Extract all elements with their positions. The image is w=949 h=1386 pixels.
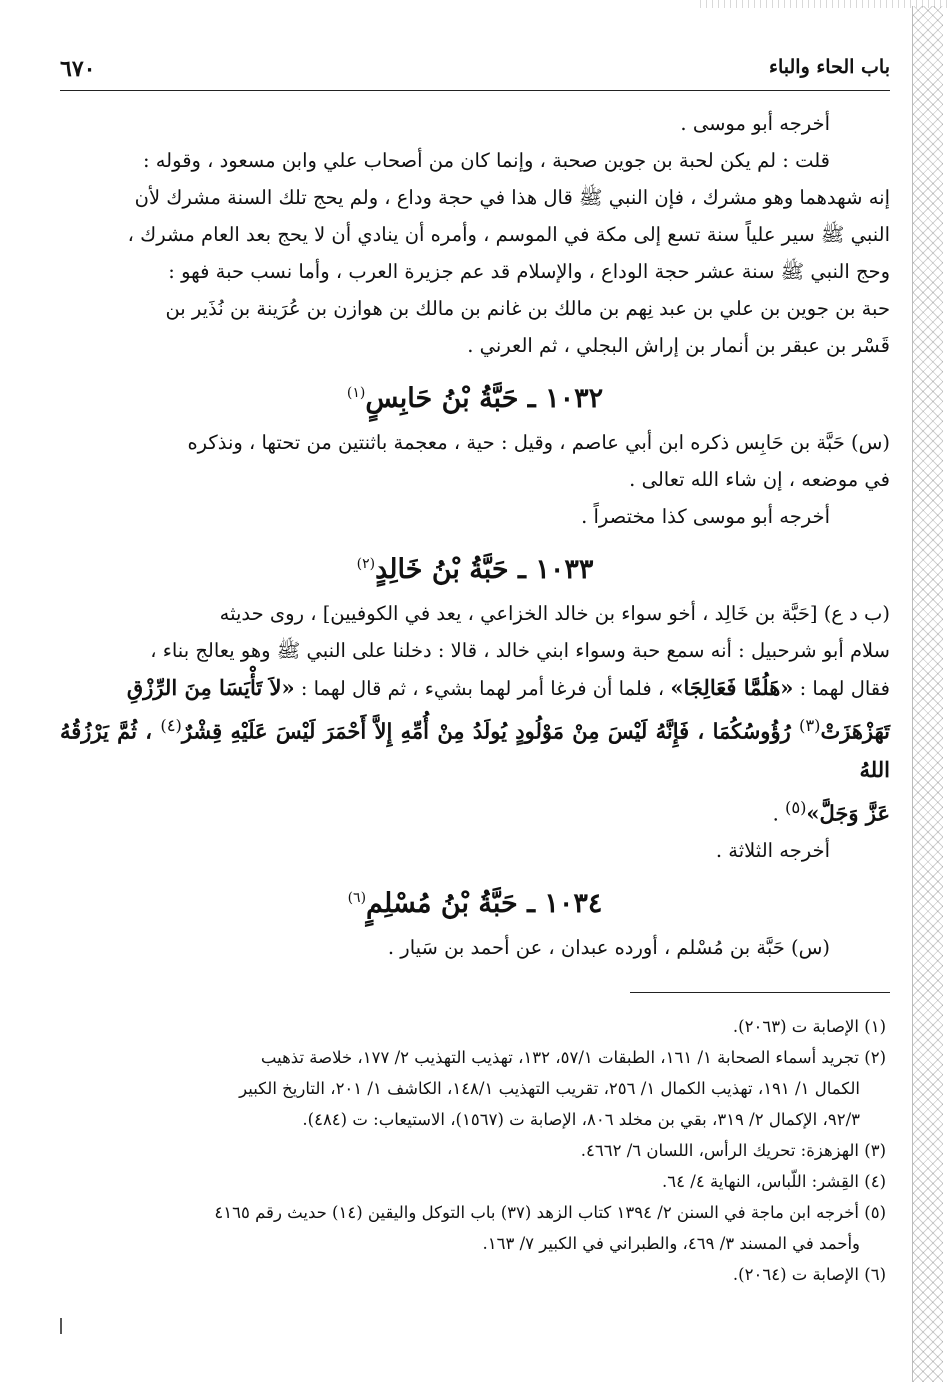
- book-page: [60, 50, 890, 1370]
- entry-line: أخرجه الثلاثة .: [715, 839, 830, 862]
- intro-line: النبي ﷺ سير علياً سنة تسع إلى مكة في الموسم ، وأمره أن ينادي أن لا يحج بعد العام مشرك ،: [127, 223, 890, 246]
- footnote-ref: (٢): [356, 556, 376, 572]
- page-corner-mark: [60, 1318, 62, 1334]
- section-title: باب الحاء والباء: [769, 56, 890, 78]
- intro-line: وحج النبي ﷺ سنة عشر حجة الوداع ، والإسلام قد عم جزيرة العرب ، وأما نسب حبة فهو :: [168, 260, 890, 283]
- intro-line: أخرجه أبو موسى .: [680, 112, 830, 135]
- text-run: ، فلما أن فرغا أمر لهما بشيء ، ثم قال لهما :: [294, 677, 671, 700]
- entry-title: ١٠٣٣ ـ حَبَّةُ بْنُ خَالِدٍ: [375, 554, 594, 585]
- hadith-quote: «لاَ تَأْيَسَا مِنَ الرِّزْقِ: [126, 675, 295, 700]
- text-run: فقال لهما :: [793, 677, 890, 700]
- entry-line: سلام أبو شرحبيل : أنه سمع حبة وسواء ابني خالد ، قالا : دخلنا على النبي ﷺ وهو يعالج بناء ،: [150, 639, 890, 662]
- entry-line: [60, 707, 890, 789]
- footnote-ref: (١): [346, 385, 366, 401]
- entry-line: (ب د ع) [حَبَّة بن خَالِد ، أخو سواء بن خالد الخزاعي ، يعد في الكوفيين] ، روى حديثه: [219, 602, 890, 625]
- hadith-quote: رُؤُوسُكُمَا ، فَإِنَّهُ لَيْسَ مِنْ مَوْلُودٍ يُولَدُ مِنْ أُمِّهِ إِلاَّ أَحْمَرَ لَيْسَ عَلَيْهِ قِشْرٌ: [181, 718, 800, 744]
- entry-line: (س) حَبَّة بن مُسْلم ، أورده عبدان ، عن أحمد بن سَيار .: [387, 936, 830, 959]
- intro-line: قلت : لم يكن لحبة بن جوين صحبة ، وإنما كان من أصحاب علي وابن مسعود ، وقوله :: [142, 149, 830, 172]
- entry-title: ١٠٣٢ ـ حَبَّةُ بْنُ حَابِسٍ: [365, 383, 604, 414]
- entry-line: (س) حَبَّة بن حَابِس ذكره ابن أبي عاصم ، وقيل : حية ، معجمة باثنتين من تحتها ، ونذكره: [187, 431, 890, 454]
- entry-line: في موضعه ، إن شاء الله تعالى .: [629, 468, 890, 491]
- entry-heading-1032: [60, 372, 890, 420]
- footnote-line: الكمال ١/ ١٩١، تهذيب الكمال ١/ ٢٥٦، تقريب التهذيب ١٤٨/١، الكاشف ١/ ٢٠١، التاريخ الكبير: [239, 1079, 860, 1098]
- footnote-ref: (٤): [160, 716, 182, 735]
- intro-line: حبة بن جوين بن علي بن عبد نِهم بن مالك بن غانم بن مالك بن هوازن بن عُرَينة بن نُذَير بن: [165, 297, 890, 320]
- entry-line: أخرجه أبو موسى كذا مختصراً .: [581, 505, 830, 528]
- footnote-line: (١) الإصابة ت (٢٠٦٣).: [732, 1017, 886, 1036]
- hadith-quote: ، ثُمَّ يَرْزُقُهُ اللهُ: [60, 718, 890, 782]
- footnote-ref: (٣): [799, 716, 821, 735]
- hadith-quote: عَزَّ وَجَلَّ»: [806, 800, 890, 825]
- footnote-line: (٣) الهزهزة: تحريك الرأس، اللسان ٦/ ٤٦٦٢.: [580, 1141, 886, 1160]
- text-run: .: [772, 802, 785, 825]
- footnote-ref: (٥): [784, 797, 807, 817]
- entry-title: ١٠٣٤ ـ حَبَّةُ بْنُ مُسْلِمٍ: [366, 888, 603, 919]
- footnote-ref: (٦): [347, 890, 367, 906]
- intro-line: قَسْر بن عبقر بن أنمار بن إراش البجلي ، ثم العرني .: [467, 334, 890, 357]
- intro-line: إنه شهدهما وهو مشرك ، فإن النبي ﷺ قال هذا في حجة وداع ، ولم يحج تلك السنة مشرك لأن: [134, 186, 890, 209]
- hadith-quote: «هَلُمَّا فَعَالِجَا»: [670, 675, 794, 700]
- footnote-line: (٢) تجريد أسماء الصحابة ١/ ١٦١، الطبقات ٥٧/١، ١٣٢، تهذيب التهذيب ٢/ ١٧٧، خلاصة تذهيب: [260, 1048, 886, 1067]
- hadith-quote: تَهَزْهَزَتْ: [820, 718, 891, 744]
- entry-line: [60, 669, 890, 707]
- footnote-divider: [630, 992, 890, 993]
- running-header: [60, 50, 890, 91]
- footnote-line: (٦) الإصابة ت (٢٠٦٤).: [732, 1265, 886, 1284]
- footnote-line: ٩٢/٣، الإكمال ٢/ ٣١٩، بقي بن مخلد ٨٠٦، الإصابة ت (١٥٦٧)، الاستيعاب: ت (٤٨٤).: [302, 1110, 860, 1129]
- footnote-line: (٤) القِشر: اللّباس، النهاية ٤/ ٦٤.: [662, 1172, 886, 1191]
- page-border-top-ornament: [700, 0, 949, 8]
- footnote-line: (٥) أخرجه ابن ماجة في السنن ٢/ ١٣٩٤ كتاب الزهد (٣٧) باب التوكل واليقين (١٤) حديث رقم ٤١٦٥: [214, 1203, 886, 1222]
- page-number: ٦٧٠: [60, 56, 96, 82]
- entry-line: [60, 789, 890, 833]
- page-border-ornament: [912, 6, 943, 1382]
- entry-heading-1033: [60, 543, 890, 591]
- page-body: [60, 105, 890, 1290]
- entry-heading-1034: [60, 877, 890, 925]
- footnotes: [60, 1011, 890, 1290]
- footnote-line: وأحمد في المسند ٣/ ٤٦٩، والطبراني في الكبير ٧/ ١٦٣.: [482, 1234, 860, 1253]
